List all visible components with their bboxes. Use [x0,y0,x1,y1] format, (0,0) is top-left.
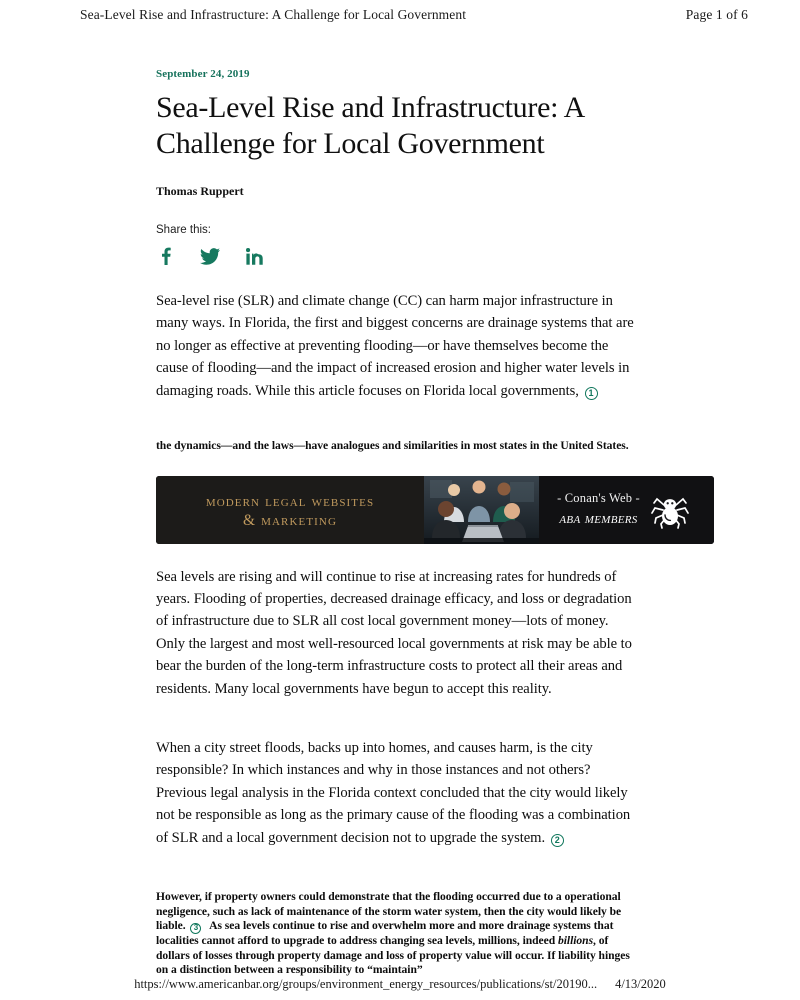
paragraph-liability-text-c: , of dollars of losses through property damage and loss of property value will occur. If liability hinges on a distinction between a responsibility to “maintain” [156,934,630,977]
article-publish-date: September 24, 2019 [156,68,250,80]
ad-brand-name: - Conan's Web - [557,491,640,506]
spider-icon [650,489,690,531]
paragraph-liability-emphasis: billions [558,934,594,948]
spacer [156,421,638,439]
footnote-marker-1[interactable]: 1 [585,387,598,400]
print-header-page-indicator: Page 1 of 6 [685,7,748,22]
footnote-marker-3[interactable]: 3 [190,923,201,934]
spacer [156,454,638,476]
footnote-marker-2[interactable]: 2 [551,834,564,847]
ad-photo-people-at-laptop [424,476,539,544]
print-footer [0,977,800,992]
twitter-icon[interactable] [200,246,220,266]
paragraph-city-responsibility [156,737,638,849]
paragraph-liability [156,890,638,978]
ad-audience-label: aba members [559,510,638,528]
facebook-icon[interactable] [156,246,176,266]
paragraph-intro-text: Sea-level rise (SLR) and climate change (CC) can harm major infrastructure in many ways. In Florida, the first and biggest concerns are drainage systems that are no longer as effective at preventing flooding—or have themselves become the cause of flooding—and the impact of increased erosion and higher water levels in damaging roads. While this article focuses on Florida local governments, [156,293,634,399]
paragraph-liability-text-a: However, if property owners could demonstrate that the flooding occurred due to a operational negligence, such as lack of maintenance of the storm water system, then the city would likely be liable. [156,890,622,933]
print-header [0,0,800,26]
print-footer-url: https://www.americanbar.org/groups/environment_energy_resources/publications/st/20190... [134,977,598,991]
share-label: Share this: [156,224,211,236]
advertisement-banner[interactable] [156,476,714,544]
ad-headline-line2: & marketing [242,511,338,529]
article-author: Thomas Ruppert [156,184,244,198]
ad-headline [156,476,424,544]
linkedin-icon[interactable] [244,246,264,266]
ad-headline-line1: modern legal websites [205,492,375,510]
page-title: Sea-Level Rise and Infrastructure: A Challenge for Local Government [156,91,584,160]
paragraph-sea-levels: Sea levels are rising and will continue to rise at increasing rates for hundreds of years. Flooding of properties, decreased drainage efficacy, and loss or degradation of infrastructure due to SLR all cost local government money—lots of money. Only the largest and most well-resourced local governments at risk may be able to bear the burden of the long-term infrastructure costs to protect all their areas and residents. Many local governments have begun to accept this reality. [156,568,632,697]
paragraph-city-responsibility-text: When a city street floods, backs up into homes, and causes harm, is the city responsible? In which instances and why in those instances and not others? Previous legal analysis in the Florida context concluded that the city would likely not be responsible as long as the primary cause of the flooding was a combination of SLR and a local government decision not to upgrade the system. [156,740,631,846]
article-container [156,68,638,978]
spacer [156,868,638,890]
ad-brand-text [557,491,640,528]
paragraph-liability-text-b: As sea levels continue to rise and overwhelm more and more drainage systems that localities cannot afford to upgrade to address changing sea levels, millions, indeed [156,919,614,948]
paragraph-continuation: the dynamics—and the laws—have analogues and similarities in most states in the United States. [156,439,629,453]
share-buttons [156,246,638,266]
spacer [156,719,638,737]
paragraph-intro [156,290,638,402]
print-header-title: Sea-Level Rise and Infrastructure: A Challenge for Local Government [80,7,467,22]
print-footer-date: 4/13/2020 [615,977,666,991]
ad-brand-block [539,476,714,544]
